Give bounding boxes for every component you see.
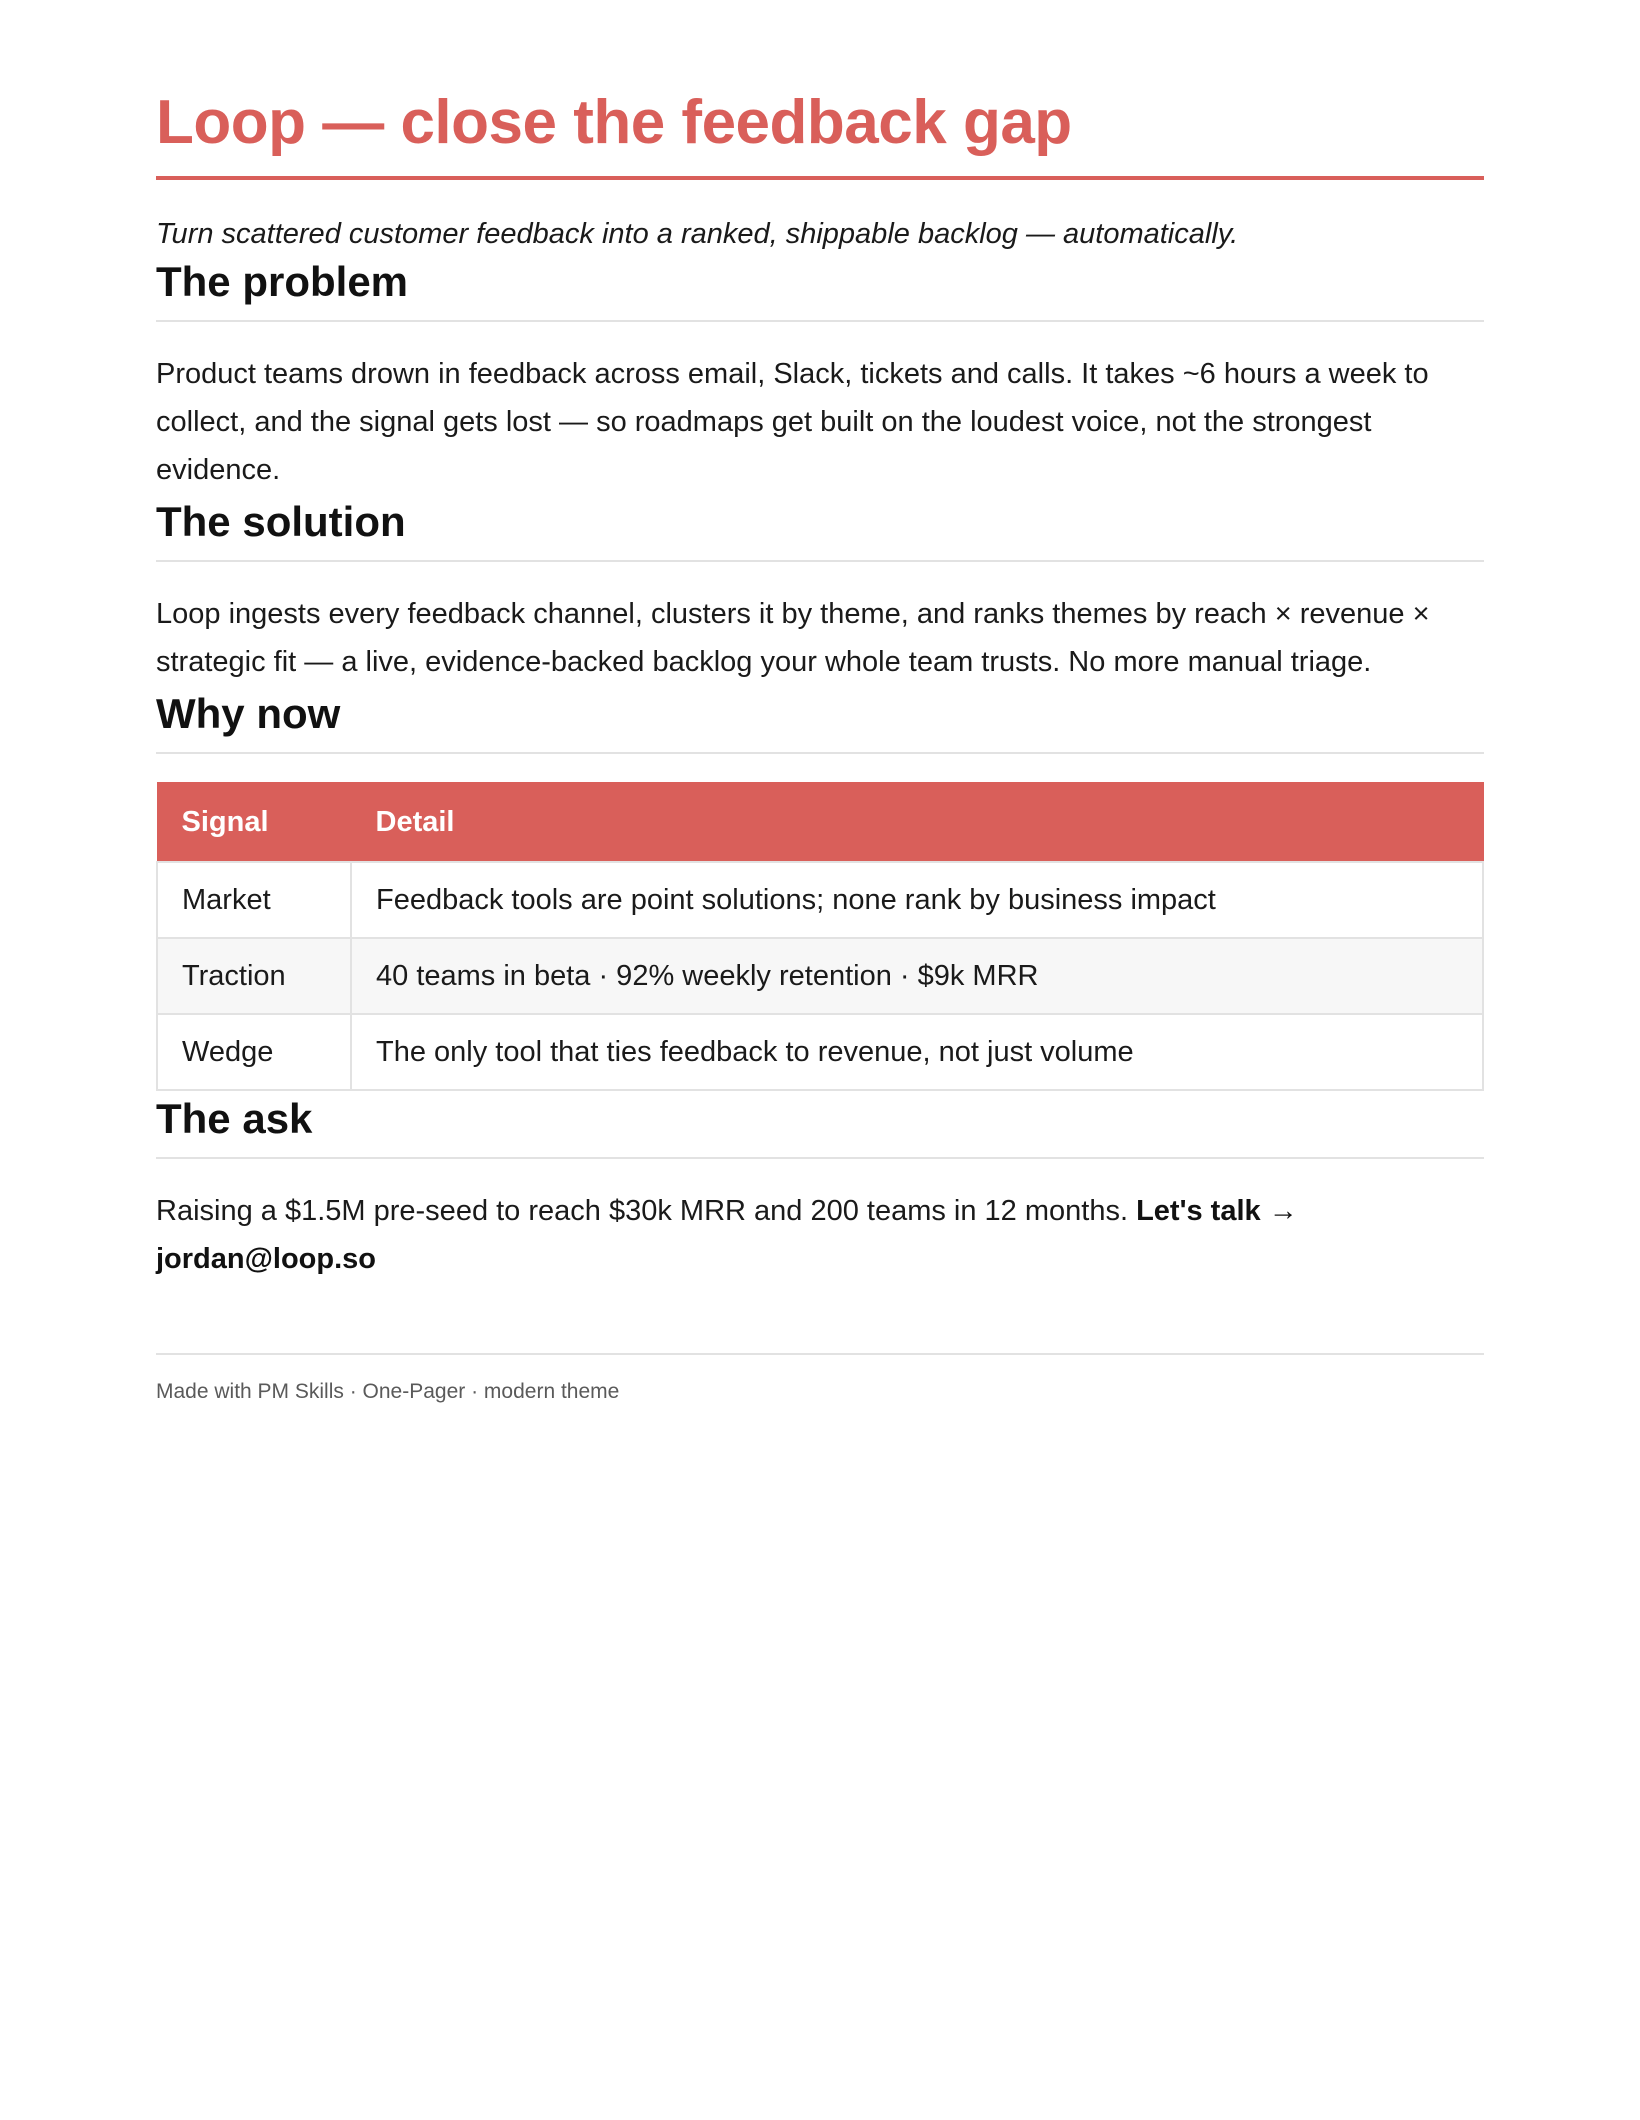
detail-cell: Feedback tools are point solutions; none rank by business impact: [351, 862, 1483, 938]
one-pager: [156, 0, 1484, 1407]
ask-heading: The ask: [156, 1091, 1484, 1159]
ask-body: [156, 1187, 1484, 1283]
column-header-detail: Detail: [351, 783, 1483, 863]
tagline: Turn scattered customer feedback into a ranked, shippable backlog — automatically.: [156, 218, 1239, 250]
table-row: [157, 1014, 1483, 1090]
signal-cell: Traction: [157, 938, 351, 1014]
footer: Made with PM Skills · One-Pager · modern theme: [156, 1353, 1484, 1407]
solution-heading: The solution: [156, 494, 1484, 562]
contact-cta: Let's talk → jordan@loop.so: [156, 1195, 1298, 1275]
ask-text: Raising a $1.5M pre-seed to reach $30k MRR and 200 teams in 12 months.: [156, 1195, 1129, 1227]
column-header-signal: Signal: [157, 783, 351, 863]
signal-cell: Market: [157, 862, 351, 938]
detail-cell: The only tool that ties feedback to revenue, not just volume: [351, 1014, 1483, 1090]
table-header-row: [157, 783, 1483, 863]
signal-cell: Wedge: [157, 1014, 351, 1090]
page-title: Loop — close the feedback gap: [156, 82, 1484, 180]
why-now-table: [156, 782, 1484, 1091]
table-row: [157, 938, 1483, 1014]
table-row: [157, 862, 1483, 938]
solution-body: Loop ingests every feedback channel, clusters it by theme, and ranks themes by reach × revenue × strategic fit — a live, evidence-backed backlog your whole team trusts. No more manual triage.: [156, 598, 1430, 678]
problem-body: Product teams drown in feedback across email, Slack, tickets and calls. It takes ~6 hours a week to collect, and the signal gets lost — so roadmaps get built on the loudest voice, not the strongest evidence.: [156, 358, 1429, 486]
problem-heading: The problem: [156, 254, 1484, 322]
detail-cell: 40 teams in beta · 92% weekly retention · $9k MRR: [351, 938, 1483, 1014]
why-now-heading: Why now: [156, 686, 1484, 754]
